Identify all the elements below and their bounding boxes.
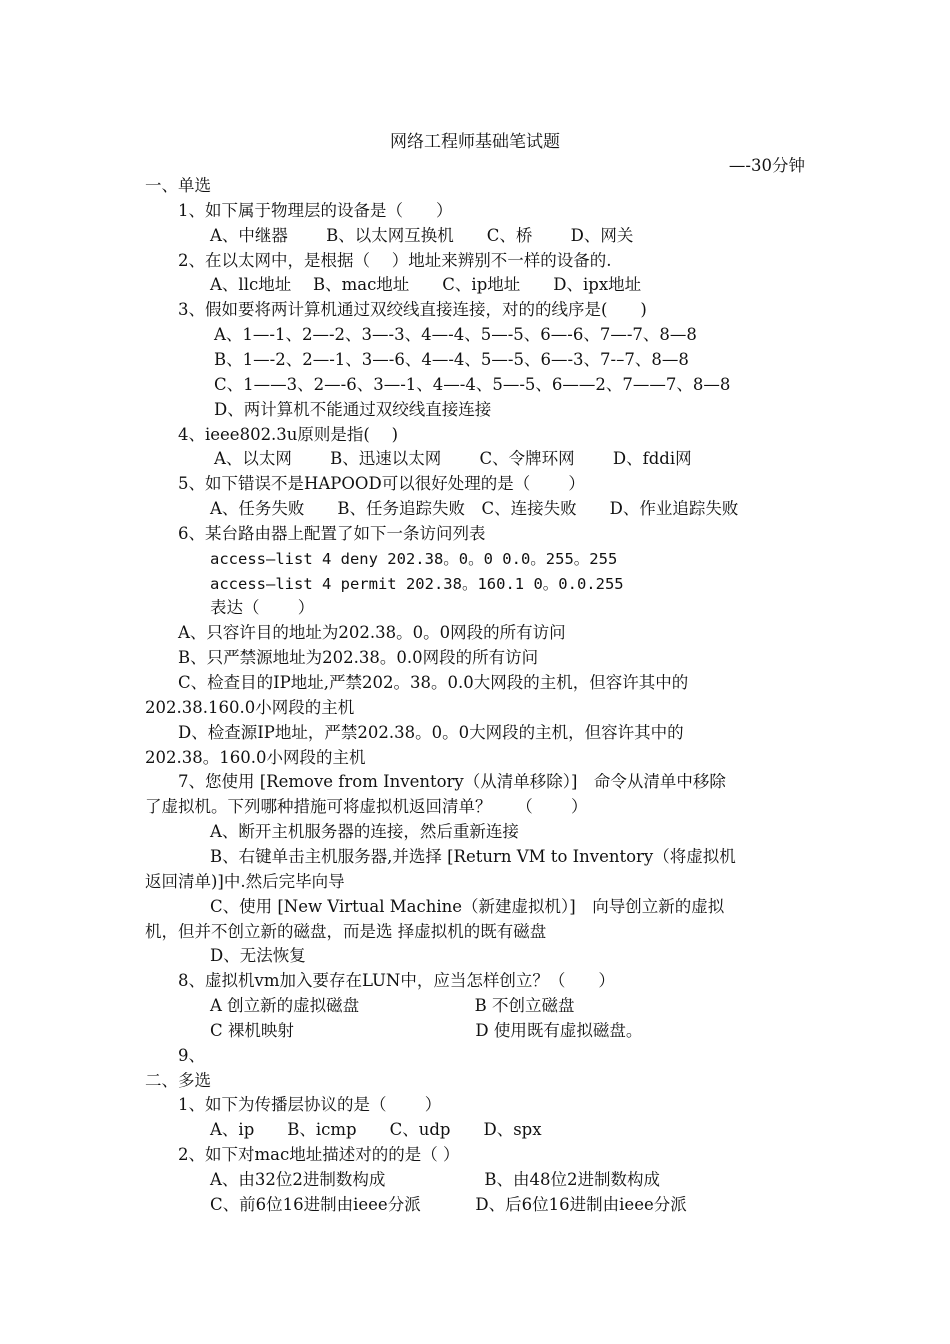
text-line: C、使用 [New Virtual Machine（新建虚拟机）] 向导创立新的虚拟 — [210, 896, 725, 916]
text-line: 1、如下属于物理层的设备是（ ） — [178, 200, 453, 220]
text-line: A、断开主机服务器的连接，然后重新连接 — [210, 822, 519, 842]
text-line: D、无法恢复 — [210, 946, 306, 966]
text-line: 7、您使用 [Remove from Inventory（从清单移除）] 命令从清单中移除 — [178, 772, 726, 792]
duration-label: —-30分钟 — [728, 156, 805, 175]
text-line: C、检查目的IP地址,严禁202。38。0.0大网段的主机，但容许其中的 — [178, 673, 689, 692]
text-line: access—list 4 deny 202.38。0。0 0.0。255。255 — [210, 549, 618, 568]
text-line: B、只严禁源地址为202.38。0.0网段的所有访问 — [178, 648, 539, 668]
text-line: 1、如下为传播层协议的是（ ） — [178, 1095, 442, 1115]
text-line: A、1—-1、2—-2、3—-3、4—-4、5—-5、6—-6、7—-7、8—8 — [214, 325, 697, 345]
text-line: C、1——3、2—-6、3—-1、4—-4、5—-5、6——2、7——7、8—8 — [214, 374, 731, 394]
text-line: A、ip B、icmp C、udp D、spx — [210, 1120, 542, 1140]
text-line: 202.38。160.0小网段的主机 — [145, 747, 366, 767]
text-line: 6、某台路由器上配置了如下一条访问列表 — [178, 523, 486, 543]
text-line: A 创立新的虚拟磁盘 B 不创立磁盘 — [210, 996, 575, 1016]
text-line: 5、如下错误不是HAPOOD可以很好处理的是（ ） — [178, 474, 585, 494]
text-line: B、1—-2、2—-1、3—-6、4—-4、5—-5、6—-3、7-–7、8—8 — [214, 349, 689, 369]
text-line: 9、 — [178, 1045, 205, 1065]
text-line: 一、单选 — [145, 176, 211, 195]
text-line: 3、假如要将两计算机通过双绞线直接连接，对的的线序是( ) — [178, 300, 647, 320]
text-line: 机，但并不创立新的磁盘，而是选 择虚拟机的既有磁盘 — [145, 921, 547, 941]
text-line: A、任务失败 B、任务追踪失败 C、连接失败 D、作业追踪失败 — [210, 499, 739, 519]
text-line: 2、在以太网中，是根据（ ）地址来辨别不一样的设备的. — [178, 250, 612, 270]
text-line: A、中继器 B、以太网互换机 C、桥 D、网关 — [210, 225, 634, 245]
text-line: A、llc地址 B、mac地址 C、ip地址 D、ipx地址 — [210, 275, 642, 295]
text-line: 返回清单)]中.然后完毕向导 — [145, 871, 345, 891]
text-line: B、右键单击主机服务器,并选择 [Return VM to Inventory（将虚拟机 — [210, 846, 736, 866]
text-line: 8、虚拟机vm加入要存在LUN中，应当怎样创立？（ ） — [178, 971, 615, 991]
text-line: D、两计算机不能通过双绞线直接连接 — [214, 399, 492, 419]
text-line: 了虚拟机。下列哪种措施可将虚拟机返回清单？ （ ） — [145, 797, 588, 817]
text-line: 二、多选 — [145, 1070, 211, 1090]
text-line: A、以太网 B、迅速以太网 C、令牌环网 D、fddi网 — [214, 449, 692, 469]
page-title: 网络工程师基础笔试题 — [390, 132, 560, 152]
text-line: 202.38.160.0小网段的主机 — [145, 697, 355, 717]
text-line: 4、ieee802.3u原则是指( ) — [178, 424, 399, 444]
text-line: A、只容许目的地址为202.38。0。0网段的所有访问 — [178, 623, 566, 643]
text-line: 2、如下对mac地址描述对的的是（ ） — [178, 1145, 460, 1165]
text-line: C、前6位16进制由ieee分派 D、后6位16进制由ieee分派 — [210, 1194, 687, 1214]
text-line: 表达（ ） — [210, 598, 315, 618]
text-line: D、检查源IP地址，严禁202.38。0。0大网段的主机，但容许其中的 — [178, 722, 684, 742]
text-line: C 裸机映射 D 使用既有虚拟磁盘。 — [210, 1020, 643, 1040]
text-line: A、由32位2进制数构成 B、由48位2进制数构成 — [210, 1170, 661, 1189]
text-line: access—list 4 permit 202.38。160.1 0。0.0.255 — [210, 574, 624, 593]
